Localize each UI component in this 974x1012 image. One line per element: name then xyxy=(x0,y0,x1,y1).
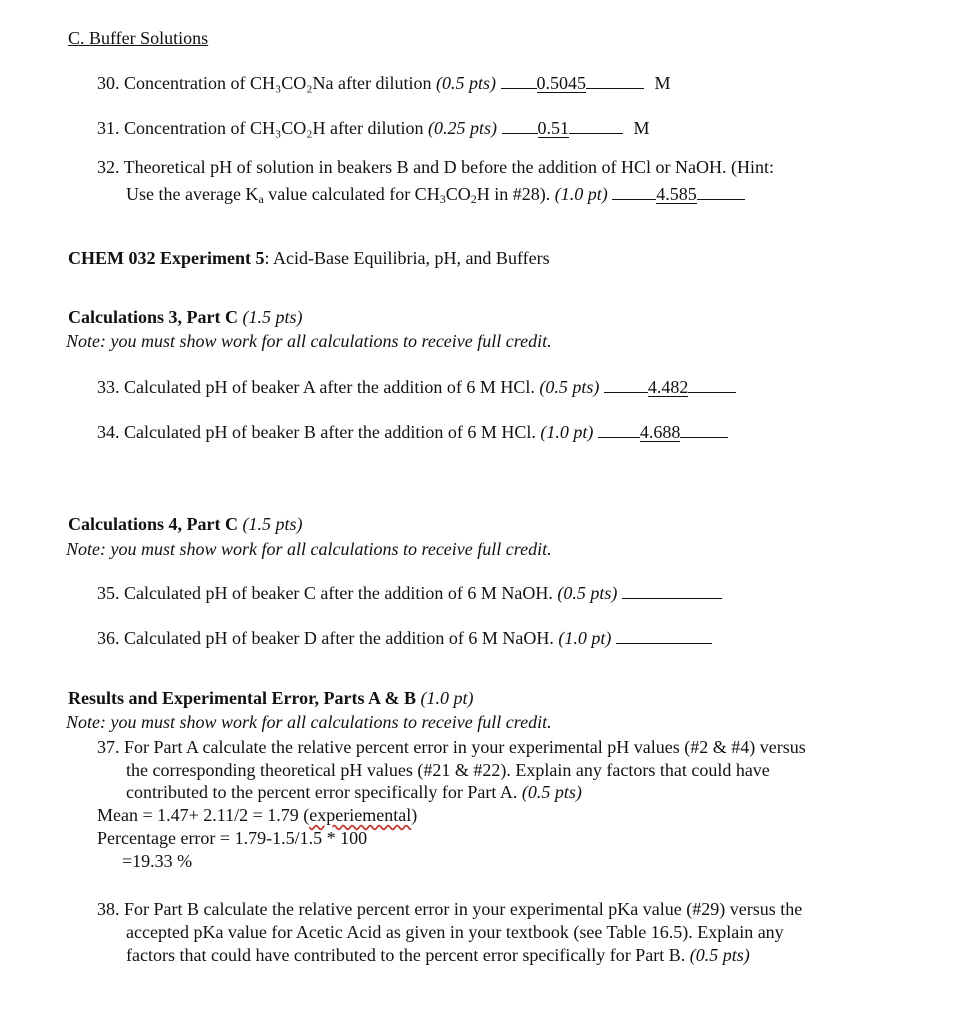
experiment-title: CHEM 032 Experiment 5: Acid-Base Equilibria, pH, and Buffers xyxy=(68,248,550,268)
question-31: 31. Concentration of CH₃CO₂H after dilution (0.25 pts) 0.51 M xyxy=(97,118,650,138)
decorative-mark-icon xyxy=(70,0,130,8)
question-32-line2: Use the average $K_a$ value calculated for $CH_3CO_2H$ in #28). (1.0 pt) 4.585 xyxy=(126,183,745,205)
q37-work-percent-error: Percentage error = 1.79-1.5/1.5 * 100 xyxy=(97,828,368,848)
q37-work-mean: Mean = 1.47+ 2.11/2 = 1.79 (experiemental) xyxy=(97,805,418,825)
question-38-line1: 38. For Part B calculate the relative percent error in your experimental pKa value (#29) versus the xyxy=(97,899,803,919)
question-37-line1: 37. For Part A calculate the relative percent error in your experimental pH values (#2 & #4) versus xyxy=(97,737,806,757)
question-37-line2: the corresponding theoretical pH values (#21 & #22). Explain any factors that could have xyxy=(126,760,770,780)
q31-answer: 0.51 xyxy=(537,118,569,138)
results-note: Note: you must show work for all calculations to receive full credit. xyxy=(66,712,552,732)
calc3-note: Note: you must show work for all calculations to receive full credit. xyxy=(66,331,552,351)
question-38-line3: factors that could have contributed to the percent error specifically for Part B. (0.5 pts) xyxy=(126,945,750,965)
q36-answer-blank xyxy=(616,643,712,644)
question-37-line3: contributed to the percent error specifically for Part A. (0.5 pts) xyxy=(126,782,582,802)
q33-answer: 4.482 xyxy=(647,377,689,397)
calc3-title: Calculations 3, Part C (1.5 pts) xyxy=(68,307,303,327)
question-34: 34. Calculated pH of beaker B after the addition of 6 M HCl. (1.0 pt) 4.688 xyxy=(97,421,728,443)
q32-answer: 4.585 xyxy=(656,184,697,204)
q35-answer-blank xyxy=(622,598,722,599)
q34-answer: 4.688 xyxy=(639,422,681,442)
question-35: 35. Calculated pH of beaker C after the addition of 6 M NaOH. (0.5 pts) xyxy=(97,582,722,604)
question-36: 36. Calculated pH of beaker D after the addition of 6 M NaOH. (1.0 pt) xyxy=(97,627,712,649)
results-title: Results and Experimental Error, Parts A & B (1.0 pt) xyxy=(68,688,474,708)
q30-answer: 0.5045 xyxy=(536,73,586,93)
question-33: 33. Calculated pH of beaker A after the addition of 6 M HCl. (0.5 pts) 4.482 xyxy=(97,376,736,398)
q37-work-result: =19.33 % xyxy=(122,851,193,871)
calc4-title: Calculations 4, Part C (1.5 pts) xyxy=(68,514,303,534)
question-30: 30. Concentration of CH₃CO₂Na after dilution (0.5 pts) 0.5045 M xyxy=(97,73,671,93)
question-32-line1: 32. Theoretical pH of solution in beakers B and D before the addition of HCl or NaOH. (Hint: xyxy=(97,157,775,177)
calc4-note: Note: you must show work for all calculations to receive full credit. xyxy=(66,539,552,559)
section-title: C. Buffer Solutions xyxy=(68,28,209,48)
question-38-line2: accepted pKa value for Acetic Acid as given in your textbook (see Table 16.5). Explain any xyxy=(126,922,784,942)
